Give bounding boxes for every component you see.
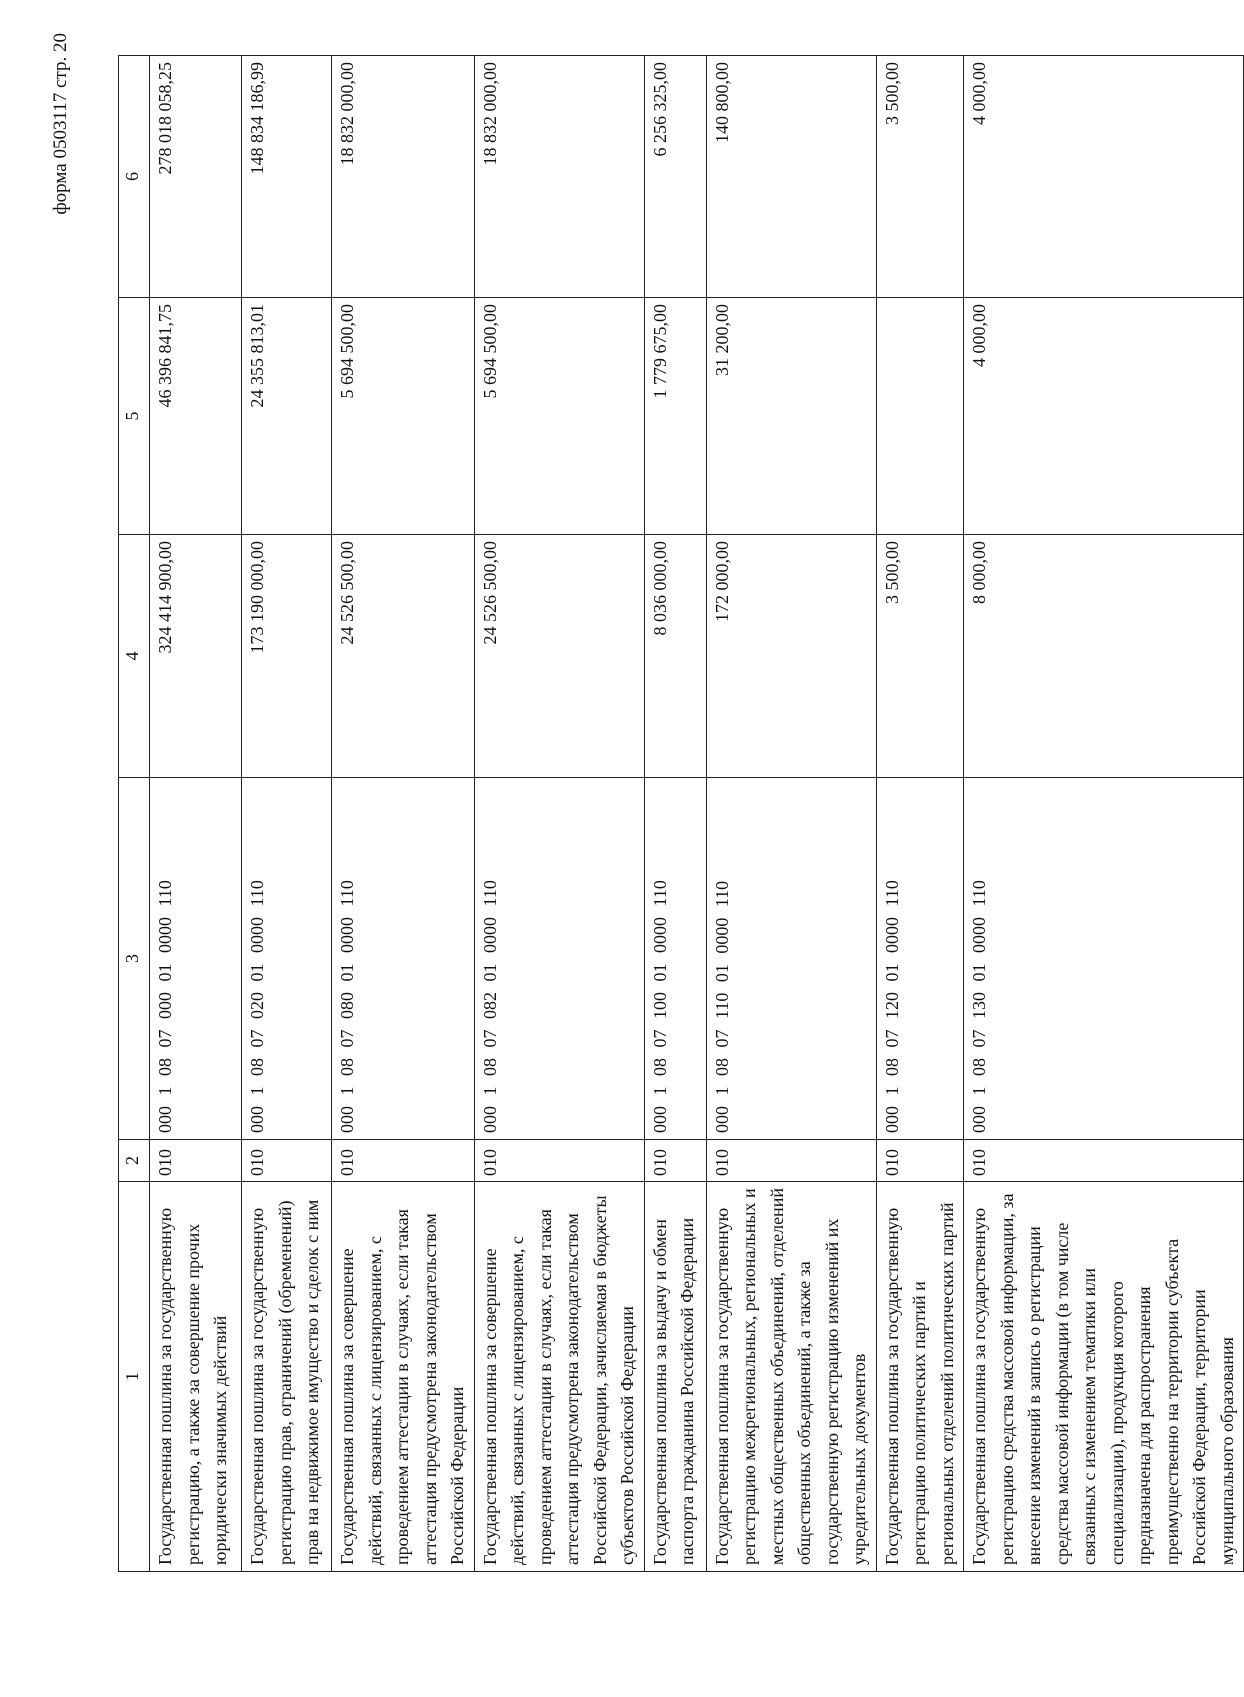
- row-unexecuted: 3 500,00: [876, 56, 964, 298]
- column-number-row: [119, 56, 150, 1572]
- row-executed: 1 779 675,00: [644, 298, 706, 535]
- row-executed: [876, 298, 964, 535]
- table-row: [644, 56, 706, 1572]
- row-approved: 172 000,00: [706, 535, 876, 778]
- table-row: [964, 56, 1244, 1572]
- table-row: [876, 56, 964, 1572]
- column-header-2: 2: [119, 1140, 150, 1182]
- row-line-code: 010: [876, 1140, 964, 1182]
- row-kbk: 000 1 08 07 000 01 0000 110: [150, 778, 242, 1140]
- row-approved: 8 036 000,00: [644, 535, 706, 778]
- row-name: Государственная пошлина за выдачу и обмен паспорта гражданина Российской Федерации: [644, 1182, 706, 1572]
- table-row: [332, 56, 475, 1572]
- row-kbk: 000 1 08 07 120 01 0000 110: [876, 778, 964, 1140]
- row-name: Государственная пошлина за государственную регистрацию средства массовой информации, за внесение изменений в запись о регистрации средства массовой информации (в том числе связанных с изменением тематики или специализации), продукция которого предназначена для распространения преимущественно на территории субъекта Российской Федерации, территории муниципального образования: [964, 1182, 1244, 1572]
- table-row: [150, 56, 242, 1572]
- row-executed: 4 000,00: [964, 298, 1244, 535]
- row-executed: 46 396 841,75: [150, 298, 242, 535]
- row-line-code: 010: [332, 1140, 475, 1182]
- row-approved: 173 190 000,00: [242, 535, 332, 778]
- row-kbk: 000 1 08 07 082 01 0000 110: [474, 778, 644, 1140]
- column-header-5: 5: [119, 298, 150, 535]
- row-name: Государственная пошлина за государственную регистрацию политических партий и региональных отделений политических партий: [876, 1182, 964, 1572]
- table-row: [474, 56, 644, 1572]
- form-label: форма 0503117 стр. 20: [50, 33, 71, 215]
- row-name: Государственная пошлина за государственную регистрацию, а также за совершение прочих юридически значимых действий: [150, 1182, 242, 1572]
- row-approved: 3 500,00: [876, 535, 964, 778]
- row-unexecuted: 140 800,00: [706, 56, 876, 298]
- table-row: [706, 56, 876, 1572]
- row-kbk: 000 1 08 07 020 01 0000 110: [242, 778, 332, 1140]
- column-header-1: 1: [119, 1182, 150, 1572]
- revenue-table: [118, 55, 1244, 1572]
- row-approved: 24 526 500,00: [474, 535, 644, 778]
- row-executed: 31 200,00: [706, 298, 876, 535]
- row-kbk: 000 1 08 07 100 01 0000 110: [644, 778, 706, 1140]
- column-header-4: 4: [119, 535, 150, 778]
- row-kbk: 000 1 08 07 080 01 0000 110: [332, 778, 475, 1140]
- row-kbk: 000 1 08 07 110 01 0000 110: [706, 778, 876, 1140]
- row-executed: 5 694 500,00: [332, 298, 475, 535]
- row-unexecuted: 4 000,00: [964, 56, 1244, 298]
- row-unexecuted: 18 832 000,00: [332, 56, 475, 298]
- row-name: Государственная пошлина за государственную регистрацию межрегиональных, региональных и местных общественных объединений, отделений общественных объединений, а также за государственную регистрацию изменений их учредительных документов: [706, 1182, 876, 1572]
- row-line-code: 010: [150, 1140, 242, 1182]
- row-unexecuted: 6 256 325,00: [644, 56, 706, 298]
- row-name: Государственная пошлина за совершение действий, связанных с лицензированием, с проведением аттестации в случаях, если такая аттестация предусмотрена законодательством Российской Федерации: [332, 1182, 475, 1572]
- row-line-code: 010: [964, 1140, 1244, 1182]
- row-kbk: 000 1 08 07 130 01 0000 110: [964, 778, 1244, 1140]
- row-approved: 8 000,00: [964, 535, 1244, 778]
- row-line-code: 010: [706, 1140, 876, 1182]
- row-approved: 324 414 900,00: [150, 535, 242, 778]
- column-header-6: 6: [119, 56, 150, 298]
- row-unexecuted: 18 832 000,00: [474, 56, 644, 298]
- table-row: [242, 56, 332, 1572]
- row-line-code: 010: [474, 1140, 644, 1182]
- row-executed: 5 694 500,00: [474, 298, 644, 535]
- row-approved: 24 526 500,00: [332, 535, 475, 778]
- column-header-3: 3: [119, 778, 150, 1140]
- row-unexecuted: 278 018 058,25: [150, 56, 242, 298]
- row-name: Государственная пошлина за государственную регистрацию прав, ограничений (обременений) прав на недвижимое имущество и сделок с ним: [242, 1182, 332, 1572]
- row-line-code: 010: [242, 1140, 332, 1182]
- row-executed: 24 355 813,01: [242, 298, 332, 535]
- row-unexecuted: 148 834 186,99: [242, 56, 332, 298]
- row-line-code: 010: [644, 1140, 706, 1182]
- row-name: Государственная пошлина за совершение действий, связанных с лицензированием, с проведением аттестации в случаях, если такая аттестация предусмотрена законодательством Российской Федерации, зачисляемая в бюджеты субъектов Российской Федерации: [474, 1182, 644, 1572]
